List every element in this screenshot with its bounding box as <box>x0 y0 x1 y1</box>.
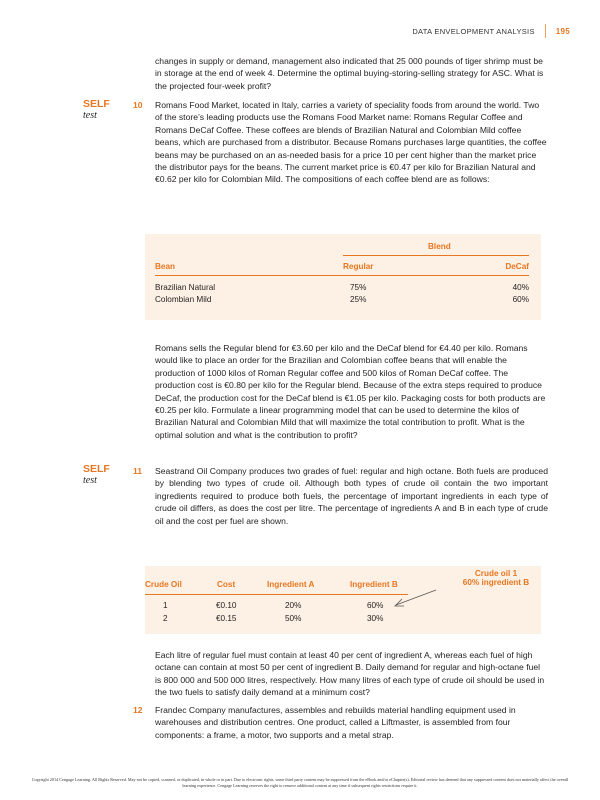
col-header-crude-oil: Crude Oil <box>145 580 182 589</box>
copyright-footer: Copyright 2014 Cengage Learning. All Rights Reserved. May not be copied, scanned, or duplicated, in whole or in part. Due to electronic rights, some third party content may be suppressed from the eBook and/or eChapter(s). Editorial review has deemed that any suppressed content does not materially affect the overall learning experience. Cengage Learning reserves the right to remove additional content at any time if subsequent rights restrictions require it. <box>31 777 569 788</box>
header-rule <box>155 275 529 276</box>
problem-11-text: Seastrand Oil Company produces two grades of fuel: regular and high octane. Both fuels are produced by blending two types of crude oil. Although both types of crude oil contain the two important ingredients required to produce both fuels, the percentage of important ingredients in each type of crude oil differs, as does the cost per litre. The percentage of ingredients A and B in each type of crude oil and the cost per fuel are shown. <box>155 466 548 526</box>
self-test-label: SELF test <box>83 98 110 121</box>
problem-11-number: 11 <box>133 466 143 476</box>
running-header <box>412 24 570 38</box>
blend-group-rule <box>343 255 529 256</box>
table-cell: €0.10 <box>216 601 237 610</box>
problem-12-text: Frandec Company manufactures, assembles and rebuilds material handling equipment used in warehouses and distribution centres. One product, called a Liftmaster, is assembled from four components: a frame, a motor, two supports and a metal strap. <box>155 705 516 740</box>
section-title: DATA ENVELOPMENT ANALYSIS <box>412 26 535 36</box>
blend-table <box>145 234 541 320</box>
table-cell: 20% <box>285 601 302 610</box>
col-header-regular: Regular <box>343 262 374 271</box>
annotation-callout: Crude oil 1 60% ingredient B <box>462 569 530 587</box>
self-test-label: SELF test <box>83 463 110 486</box>
problem-11-text-continued: Each litre of regular fuel must contain at least 40 per cent of ingredient A, whereas each fuel of high octane can contain at most 50 per cent of ingredient B. Daily demand for regular and high-octane fuel is 800 000 and 500 000 litres, respectively. How many litres of each type of crude oil should be used in the two fuels to satisfy daily demand at a minimum cost? <box>155 650 545 698</box>
annotation-arrow <box>390 588 440 610</box>
table-cell: 60% <box>512 295 529 304</box>
col-header-ingredient-a: Ingredient A <box>267 580 315 589</box>
page-number: 195 <box>555 26 570 36</box>
problem-10-text-continued: Romans sells the Regular blend for €3.60 per kilo and the DeCaf blend for €4.40 per kilo. Romans would like to place an order for the Brazilian and Colombian coffee beans that will enable the production of 1000 kilos of Roman Regular coffee and 500 kilos of Roman DeCaf coffee. The production cost is €0.80 per kilo for the Regular blend. Because of the extra steps required to produce DeCaf, the production cost for the DeCaf blend is €1.05 per kilo. Packaging costs for both products are €0.25 per kilo. Formulate a linear programming model that can be used to determine the kilos of Brazilian Natural and Colombian Mild that will maximize the total contribution to profit. What is the optimal solution and what is the contribution to profit? <box>155 343 546 440</box>
col-header-decaf: DeCaf <box>505 262 529 271</box>
table-cell: 75% <box>350 283 367 292</box>
header-divider <box>545 24 546 38</box>
table-cell: Brazilian Natural <box>155 283 216 292</box>
table-cell: 50% <box>285 614 302 623</box>
col-header-cost: Cost <box>217 580 236 589</box>
table-cell: 40% <box>512 283 529 292</box>
table-cell: 25% <box>350 295 367 304</box>
table-cell: 2 <box>163 614 168 623</box>
table-cell: 1 <box>163 601 168 610</box>
table-cell: Colombian Mild <box>155 295 212 304</box>
col-header-bean: Bean <box>155 262 176 271</box>
col-header-ingredient-b: Ingredient B <box>350 580 398 589</box>
problem-12-number: 12 <box>133 705 143 715</box>
table-cell: €0.15 <box>216 614 237 623</box>
table-cell: 60% <box>367 601 384 610</box>
header-rule <box>145 594 408 595</box>
table-cell: 30% <box>367 614 384 623</box>
intro-paragraph: changes in supply or demand, management also indicated that 25 000 pounds of tiger shrimp must be in storage at the end of week 4. Determine the optimal buying-storing-selling strategy for ASC. What is the projected four-week profit? <box>155 56 544 91</box>
problem-10-number: 10 <box>133 100 143 110</box>
problem-10-text: Romans Food Market, located in Italy, carries a variety of speciality foods from around the world. Two of the store’s leading products use the Romans Food Market name: Romans Regular Coffee and Romans DeCaf Coffee. These coffees are blends of Brazilian Natural and Colombian Mild coffee beans, which are purchased from a distributor. Because Romans purchases large quantities, the coffee beans may be purchased on an as-needed basis for a price 10 per cent higher than the market price the distributor pays for the beans. The current market price is €0.47 per kilo for Brazilian Natural and €0.62 per kilo for Colombian Mild. The compositions of each coffee blend are as follows: <box>155 100 547 185</box>
blend-group-header: Blend <box>428 242 451 251</box>
